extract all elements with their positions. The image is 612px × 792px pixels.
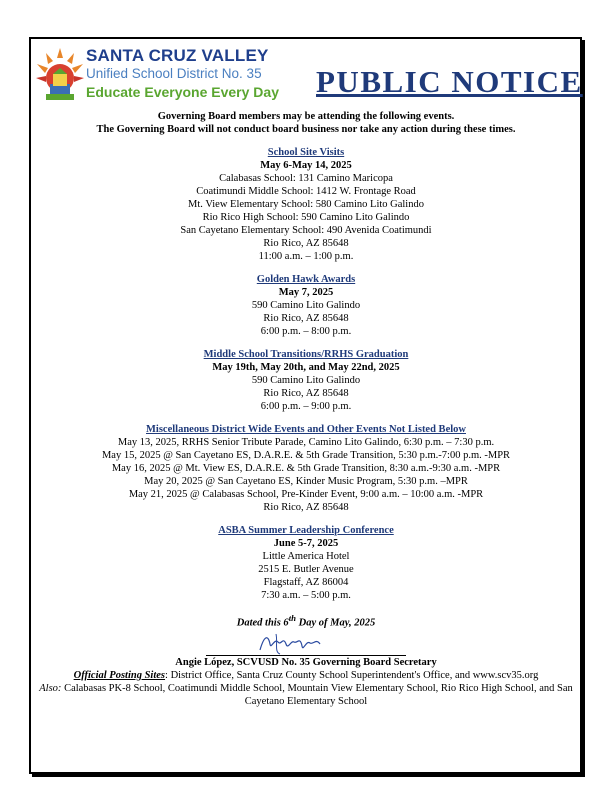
section-line: 590 Camino Lito Galindo [251,375,361,386]
dated-prefix: Dated this 6 [236,617,289,629]
section-title: ASBA Summer Leadership Conference [218,525,394,536]
official-posting-text: : District Office, Santa Cruz County School Superintendent's Office, and www.scv35.org [165,669,539,681]
section-title: Miscellaneous District Wide Events and Other Events Not Listed Below [146,424,466,435]
logo-district-number: Unified School District No. 35 [86,66,262,81]
logo-district-name: SANTA CRUZ VALLEY [86,46,269,65]
section-line: 6:00 p.m. – 8:00 p.m. [260,326,352,337]
section-line: Coatimundi Middle School: 1412 W. Frontage Road [196,186,416,197]
section-title: Golden Hawk Awards [256,274,356,285]
section-line: 6:00 p.m. – 9:00 p.m. [260,401,352,412]
section-title: School Site Visits [267,147,345,158]
handwritten-signature-icon [256,632,326,656]
section-line: May 21, 2025 @ Calabasas School, Pre-Kinder Event, 9:00 a.m. – 10:00 a.m. -MPR [128,489,484,500]
section-line: Little America Hotel [262,551,350,562]
section-line: 7:30 a.m. – 5:00 p.m. [261,590,351,601]
section-golden-hawk-awards [34,273,578,338]
section-line: 2515 E. Butler Avenue [258,564,354,575]
section-line: May 15, 2025 @ San Cayetano ES, D.A.R.E. & 5th Grade Transition, 5:30 p.m.-7:00 p.m. -MPR [101,450,511,461]
section-line: 590 Camino Lito Galindo [251,300,361,311]
also-text: Calabasas PK-8 School, Coatimundi Middle School, Mountain View Elementary School, Rio Rico High School, and San Cayetano Elementary School [61,682,573,707]
section-date: June 5-7, 2025 [273,538,339,549]
section-line: May 20, 2025 @ San Cayetano ES, Kinder Music Program, 5:30 p.m. –MPR [144,476,468,487]
dated-superscript: th [288,613,296,623]
section-middle-school-transitions [34,348,578,413]
section-title: Middle School Transitions/RRHS Graduation [203,349,409,360]
signature-area [206,636,406,656]
section-line: Rio Rico, AZ 85648 [263,238,349,249]
official-posting-label: Official Posting Sites [73,669,166,681]
section-date: May 19th, May 20th, and May 22nd, 2025 [212,362,400,373]
dated-line [34,612,578,630]
section-line: San Cayetano Elementary School: 490 Avenida Coatimundi [180,225,432,236]
intro-line: The Governing Board will not conduct board business nor take any action during these times. [96,124,516,135]
section-line: May 16, 2025 @ Mt. View ES, D.A.R.E. & 5th Grade Transition, 8:30 a.m.-9:30 a.m. -MPR [111,463,501,474]
posting-sites [36,669,576,708]
section-line: Rio Rico, AZ 85648 [263,313,349,324]
logo-tagline: Educate Everyone Every Day [86,84,279,100]
section-line: Rio Rico, AZ 85648 [263,388,349,399]
page-title: PUBLIC NOTICE [316,64,583,99]
secretary-name: Angie López, SCVUSD No. 35 Governing Board Secretary [175,656,437,668]
section-line: 11:00 a.m. – 1:00 p.m. [258,251,354,262]
section-misc-events [34,423,578,514]
section-date: May 7, 2025 [278,287,334,298]
also-label: Also: [39,682,62,694]
district-logo [36,46,279,106]
signature-line [206,655,406,656]
dated-suffix: Day of May, 2025 [296,617,376,629]
intro [34,110,578,136]
section-date: May 6-May 14, 2025 [260,160,352,171]
section-line: Rio Rico, AZ 85648 [263,502,349,513]
section-asba-conference [34,524,578,602]
section-line: Rio Rico High School: 590 Camino Lito Galindo [202,212,410,223]
section-line: Flagstaff, AZ 86004 [263,577,349,588]
sun-logo-icon [36,48,84,104]
section-school-site-visits [34,146,578,263]
section-line: Mt. View Elementary School: 580 Camino Lito Galindo [188,199,424,210]
section-line: Calabasas School: 131 Camino Maricopa [219,173,393,184]
notice-content [34,110,578,708]
section-line: May 13, 2025, RRHS Senior Tribute Parade, Camino Lito Galindo, 6:30 p.m. – 7:30 p.m. [117,437,495,448]
intro-line: Governing Board members may be attending the following events. [157,111,455,122]
